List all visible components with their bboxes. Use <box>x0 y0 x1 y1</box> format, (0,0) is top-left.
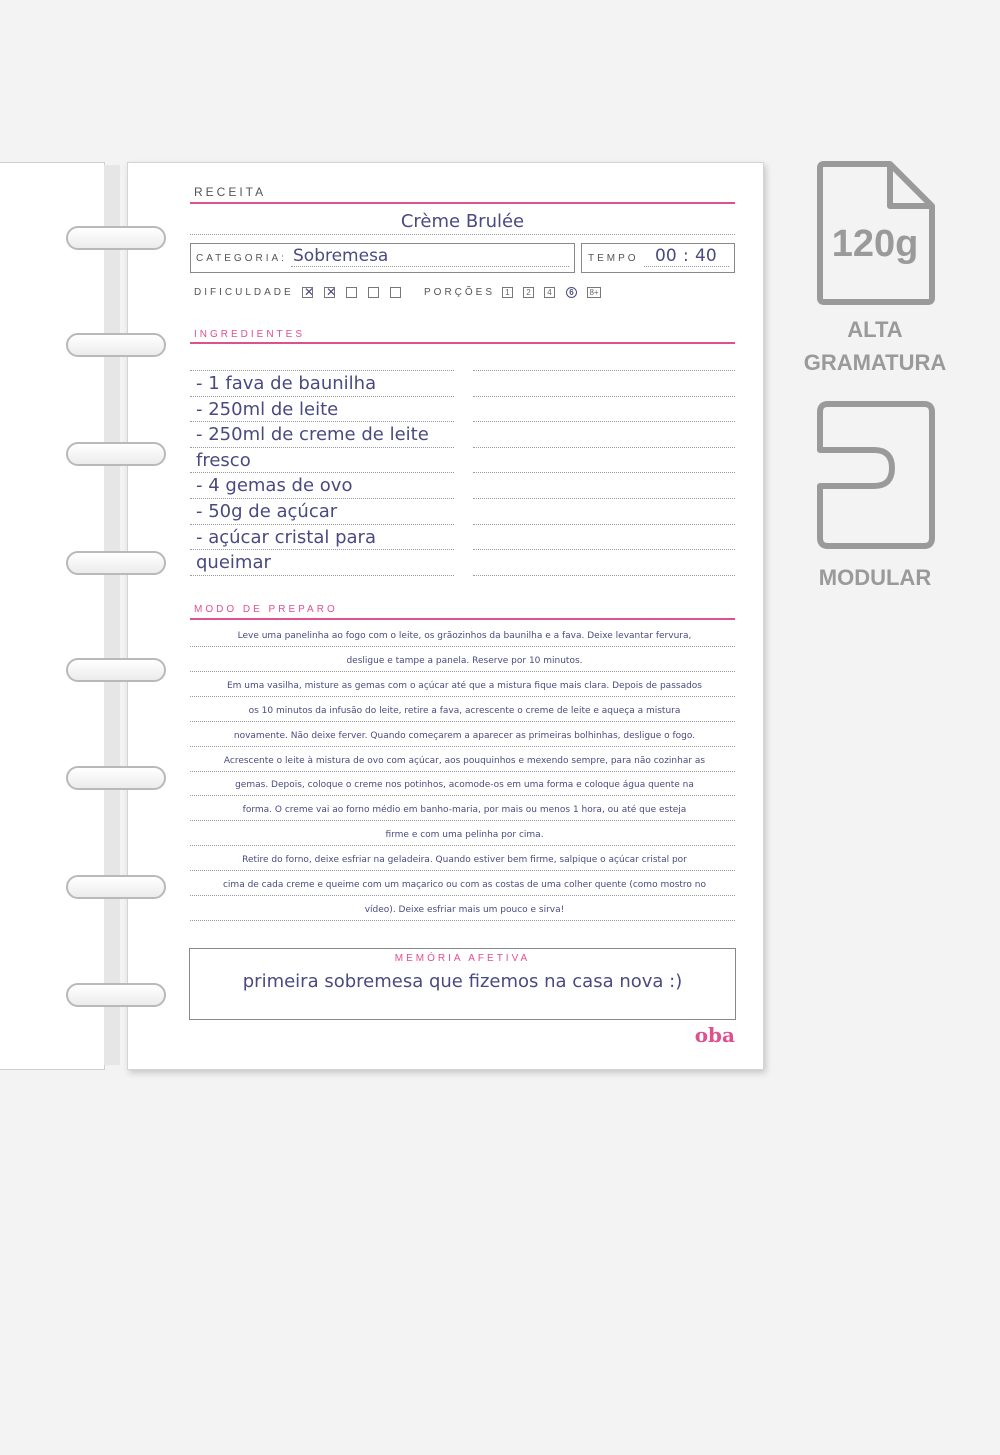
memory-text[interactable]: primeira sobremesa que fizemos na casa nova :) <box>242 971 683 992</box>
recipe-header-label: RECEITA <box>194 185 267 199</box>
binding-spine <box>104 165 120 1065</box>
memory-label: MEMÓRIA AFETIVA <box>394 953 531 964</box>
weight-value: 120g <box>831 223 919 265</box>
time-box <box>581 243 735 273</box>
weight-caption-1: ALTA <box>847 317 903 342</box>
recipe-page <box>127 162 764 1070</box>
ingredient-line <box>473 447 735 448</box>
binder-ring <box>66 333 166 357</box>
recipe-title[interactable]: Crème Brulée <box>400 211 525 232</box>
difficulty-checkbox-5[interactable] <box>390 287 401 298</box>
binder-ring <box>66 983 166 1007</box>
ingredient-line <box>190 549 454 550</box>
method-rule-line <box>190 920 735 921</box>
method-rule-line <box>190 895 735 896</box>
method-rule-line <box>190 820 735 821</box>
ingredient-line <box>190 575 454 576</box>
method-line[interactable]: os 10 minutos da infusão do leite, retire a fava, acrescente o creme de leite e aqueça a mistura <box>248 706 681 716</box>
difficulty-checkbox-1[interactable] <box>302 287 313 298</box>
method-rule-line <box>190 646 735 647</box>
ingredient-line <box>473 472 735 473</box>
difficulty-label: DIFICULDADE <box>194 287 294 298</box>
time-line <box>644 266 729 267</box>
method-line[interactable]: Acrescente o leite à mistura de ovo com açúcar, aos pouquinhos e mexendo sempre, para não cozinhar as <box>223 756 706 766</box>
ingredient-line <box>473 549 735 550</box>
ingredient-item[interactable]: - 250ml de creme de leite <box>196 424 429 445</box>
ingredient-line <box>190 498 454 499</box>
difficulty-checkbox-3[interactable] <box>346 287 357 298</box>
portions-label: PORÇÕES <box>424 287 496 298</box>
category-line <box>291 266 569 267</box>
ingredient-line <box>190 396 454 397</box>
method-line[interactable]: forma. O creme vai ao forno médio em banho-maria, por mais ou menos 1 hora, ou até que esteja <box>242 805 687 815</box>
portion-option[interactable]: 6 <box>566 287 577 298</box>
left-page <box>0 162 105 1070</box>
binder-ring <box>66 875 166 899</box>
ingredient-line <box>190 447 454 448</box>
ingredient-line <box>473 498 735 499</box>
ingredient-item[interactable]: - 50g de açúcar <box>196 501 338 522</box>
header-rule <box>190 202 735 204</box>
time-minutes[interactable]: 40 <box>695 246 717 266</box>
ingredient-line <box>473 396 735 397</box>
method-rule-line <box>190 721 735 722</box>
ingredient-line <box>473 370 735 371</box>
category-box <box>190 243 575 273</box>
method-line[interactable]: Em uma vasilha, misture as gemas com o açúcar até que a mistura fique mais clara. Depois de passados <box>226 681 702 691</box>
method-rule <box>190 618 735 620</box>
binder-ring <box>66 658 166 682</box>
ingredient-line <box>473 524 735 525</box>
time-label: TEMPO <box>588 253 639 264</box>
ingredient-line <box>473 421 735 422</box>
method-line[interactable]: vídeo). Deixe esfriar mais um pouco e sirva! <box>364 905 565 915</box>
time-hours[interactable]: 00 <box>655 246 677 266</box>
ingredient-item[interactable]: - 4 gemas de ovo <box>196 475 353 496</box>
modular-page-icon <box>816 400 936 550</box>
x-mark-icon: ✕ <box>326 285 337 299</box>
portion-option[interactable]: 1 <box>502 287 513 298</box>
ingredient-line <box>190 472 454 473</box>
ingredient-line <box>190 370 454 371</box>
ingredient-item[interactable]: - açúcar cristal para <box>196 527 376 548</box>
ingredient-line <box>190 524 454 525</box>
method-line[interactable]: Retire do forno, deixe esfriar na geladeira. Quando estiver bem firme, salpique o açúcar cristal por <box>242 855 687 865</box>
category-value[interactable]: Sobremesa <box>293 246 389 266</box>
method-rule-line <box>190 870 735 871</box>
method-rule-line <box>190 671 735 672</box>
portion-option[interactable]: 4 <box>544 287 555 298</box>
modular-caption: MODULAR <box>818 565 932 590</box>
ingredients-label: INGREDIENTES <box>194 329 306 340</box>
title-line <box>190 234 735 235</box>
difficulty-checkbox-4[interactable] <box>368 287 379 298</box>
method-rule-line <box>190 696 735 697</box>
method-line[interactable]: firme e com uma pelinha por cima. <box>385 830 544 840</box>
time-separator: : <box>683 246 689 266</box>
weight-caption-2: GRAMATURA <box>803 350 947 375</box>
ingredients-rule <box>190 342 735 344</box>
method-line[interactable]: desligue e tampe a panela. Reserve por 10 minutos. <box>346 656 583 666</box>
ingredient-item[interactable]: fresco <box>196 450 251 471</box>
category-label: CATEGORIA: <box>196 253 287 264</box>
memory-box <box>189 948 736 1020</box>
ingredient-item[interactable]: - 250ml de leite <box>196 399 339 420</box>
binder-ring <box>66 226 166 250</box>
binder-ring <box>66 442 166 466</box>
binder-ring <box>66 766 166 790</box>
method-rule-line <box>190 845 735 846</box>
method-line[interactable]: gemas. Depois, coloque o creme nos potinhos, acomode-os em uma forma e coloque água quente na <box>235 780 694 790</box>
ingredient-line <box>190 421 454 422</box>
method-rule-line <box>190 746 735 747</box>
portion-option[interactable]: 2 <box>523 287 534 298</box>
method-rule-line <box>190 771 735 772</box>
method-rule-line <box>190 795 735 796</box>
difficulty-checkbox-2[interactable] <box>324 287 335 298</box>
portion-option[interactable]: 8+ <box>587 287 601 298</box>
binder-ring <box>66 551 166 575</box>
ingredient-item[interactable]: queimar <box>196 552 271 573</box>
method-label: MODO DE PREPARO <box>194 604 338 615</box>
ingredient-line <box>473 575 735 576</box>
method-line[interactable]: novamente. Não deixe ferver. Quando começarem a aparecer as primeiras bolhinhas, desligue o fogo. <box>233 731 696 741</box>
ingredient-item[interactable]: - 1 fava de baunilha <box>196 373 377 394</box>
oba-logo: oba <box>694 1023 735 1047</box>
method-line[interactable]: Leve uma panelinha ao fogo com o leite, os grãozinhos da baunilha e a fava. Deixe levantar fervura, <box>237 631 692 641</box>
method-line[interactable]: cima de cada creme e queime com um maçarico ou com as costas de uma colher quente (como mostro no <box>222 880 707 890</box>
x-mark-icon: ✕ <box>304 285 315 299</box>
